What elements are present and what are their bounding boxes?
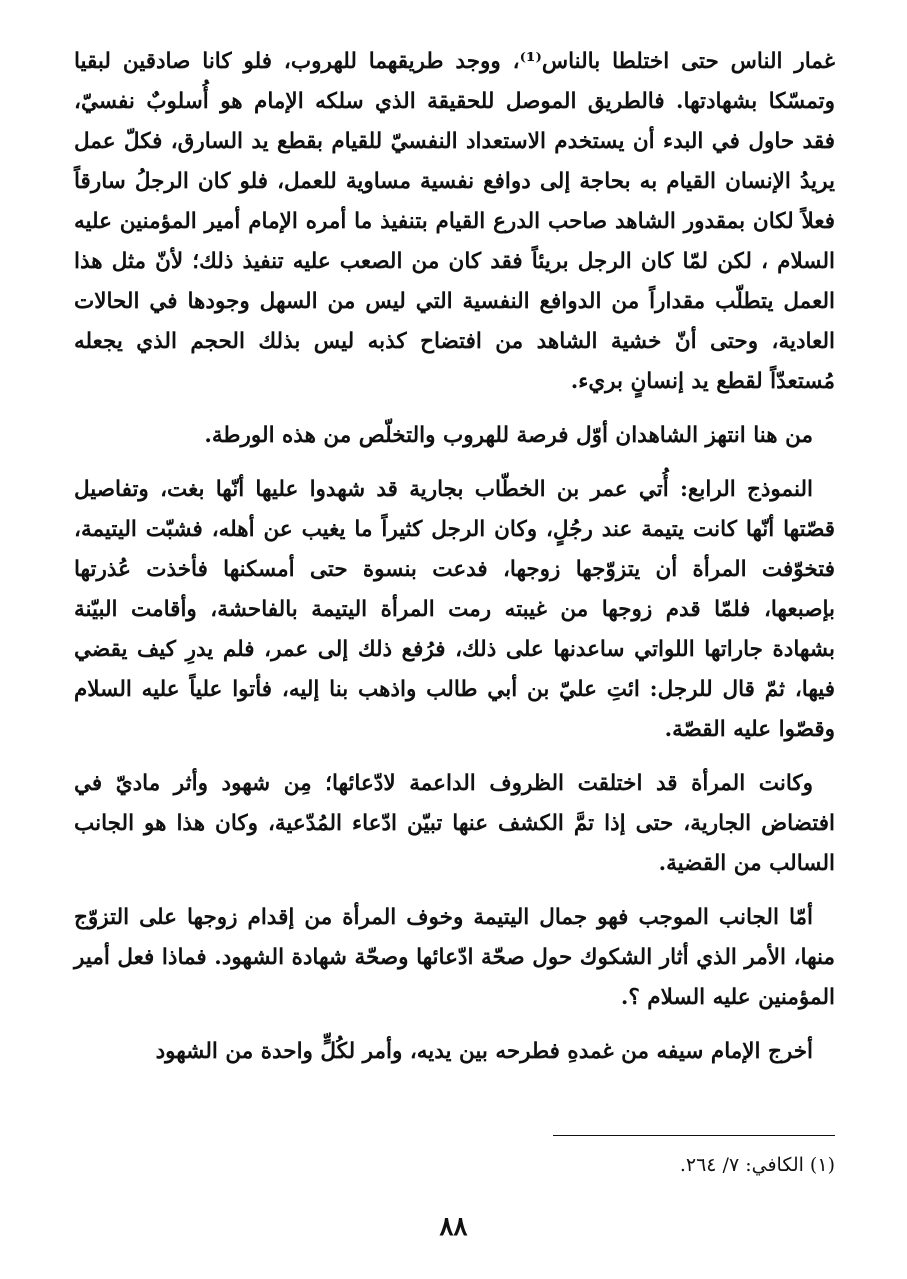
- paragraph-3: [74, 470, 835, 750]
- paragraph-3-lead: النموذج الرابع:: [680, 477, 813, 502]
- paragraph-5: أمّا الجانب الموجب فهو جمال اليتيمة وخوف المرأة من إقدام زوجها على التزوّج منها، الأمر الذي أثار الشكوك حول صحّة ادّعائها وصحّة شهادة الشهود. فماذا فعل أمير المؤمنين عليه السلام ؟.: [74, 905, 835, 1010]
- paragraph-2: من هنا انتهز الشاهدان أوّل فرصة للهروب والتخلّص من هذه الورطة.: [204, 423, 813, 448]
- page-body: [74, 42, 835, 1086]
- paragraph-4: وكانت المرأة قد اختلقت الظروف الداعمة لادّعائها؛ مِن شهود وأثر ماديّ في افتضاض الجارية، حتى إذا تمَّ الكشف عنها تبيّن ادّعاء المُدّعية، وكان هذا هو الجانب السالب من القضية.: [74, 771, 835, 876]
- footnote-divider: [553, 1135, 835, 1136]
- page-number: ٨٨: [439, 1212, 468, 1242]
- footnote: (١) الكافي: ٧/ ٢٦٤.: [679, 1154, 835, 1176]
- paragraph-1: غمار الناس حتى اختلطا بالناس⁽¹⁾، ووجد طريقهما للهروب، فلو كانا صادقين لبقيا وتمسّكا بشهادتها. فالطريق الموصل للحقيقة الذي سلكه الإمام هو أُسلوبٌ نفسيّ، فقد حاول في البدء أن يستخدم الاستعداد النفسيّ للقيام بقطع يد السارق، فكلّ عمل يريدُ الإنسان القيام به بحاجة إلى دوافع نفسية مساوية للعمل، فلو كان الرجلُ سارقاً فعلاً لكان بمقدور الشاهد صاحب الدرع القيام بتنفيذ ما أمره الإمام أمير المؤمنين عليه السلام ، لكن لمّا كان الرجل بريئاً فقد كان من الصعب عليه تنفيذ ذلك؛ لأنّ مثل هذا العمل يتطلّب مقداراً من الدوافع النفسية التي ليس من السهل وجودها في الحالات العادية، وحتى أنّ خشية الشاهد من افتضاح كذبه ليس بذلك الحجم الذي يجعله مُستعدّاً لقطع يد إنسانٍ بريء.: [74, 49, 835, 394]
- paragraph-3-text: أُتي عمر بن الخطّاب بجارية قد شهدوا عليها أنّها بغت، وتفاصيل قصّتها أنّها كانت يتيمة عند رجُلٍ، وكان الرجل كثيراً ما يغيب عن أهله، فشبّت اليتيمة، فتخوّفت المرأة أن يتزوّجها زوجها، فدعت بنسوة حتى أمسكنها فأخذت عُذرتها بإصبعها، فلمّا قدم زوجها من غيبته رمت المرأة اليتيمة بالفاحشة، وأقامت البيّنة بشهادة جاراتها اللواتي ساعدنها على ذلك، فرُفع ذلك إلى عمر، فلم يدرِ كيف يقضي فيها، ثمّ قال للرجل: ائتِ عليّ بن أبي طالب واذهب بنا إليه، فأتوا علياً عليه السلام وقصّوا عليه القصّة.: [74, 477, 835, 742]
- paragraph-6: أخرج الإمام سيفه من غمدهِ فطرحه بين يديه، وأمر لكُلٍّ واحدة من الشهود: [155, 1039, 813, 1064]
